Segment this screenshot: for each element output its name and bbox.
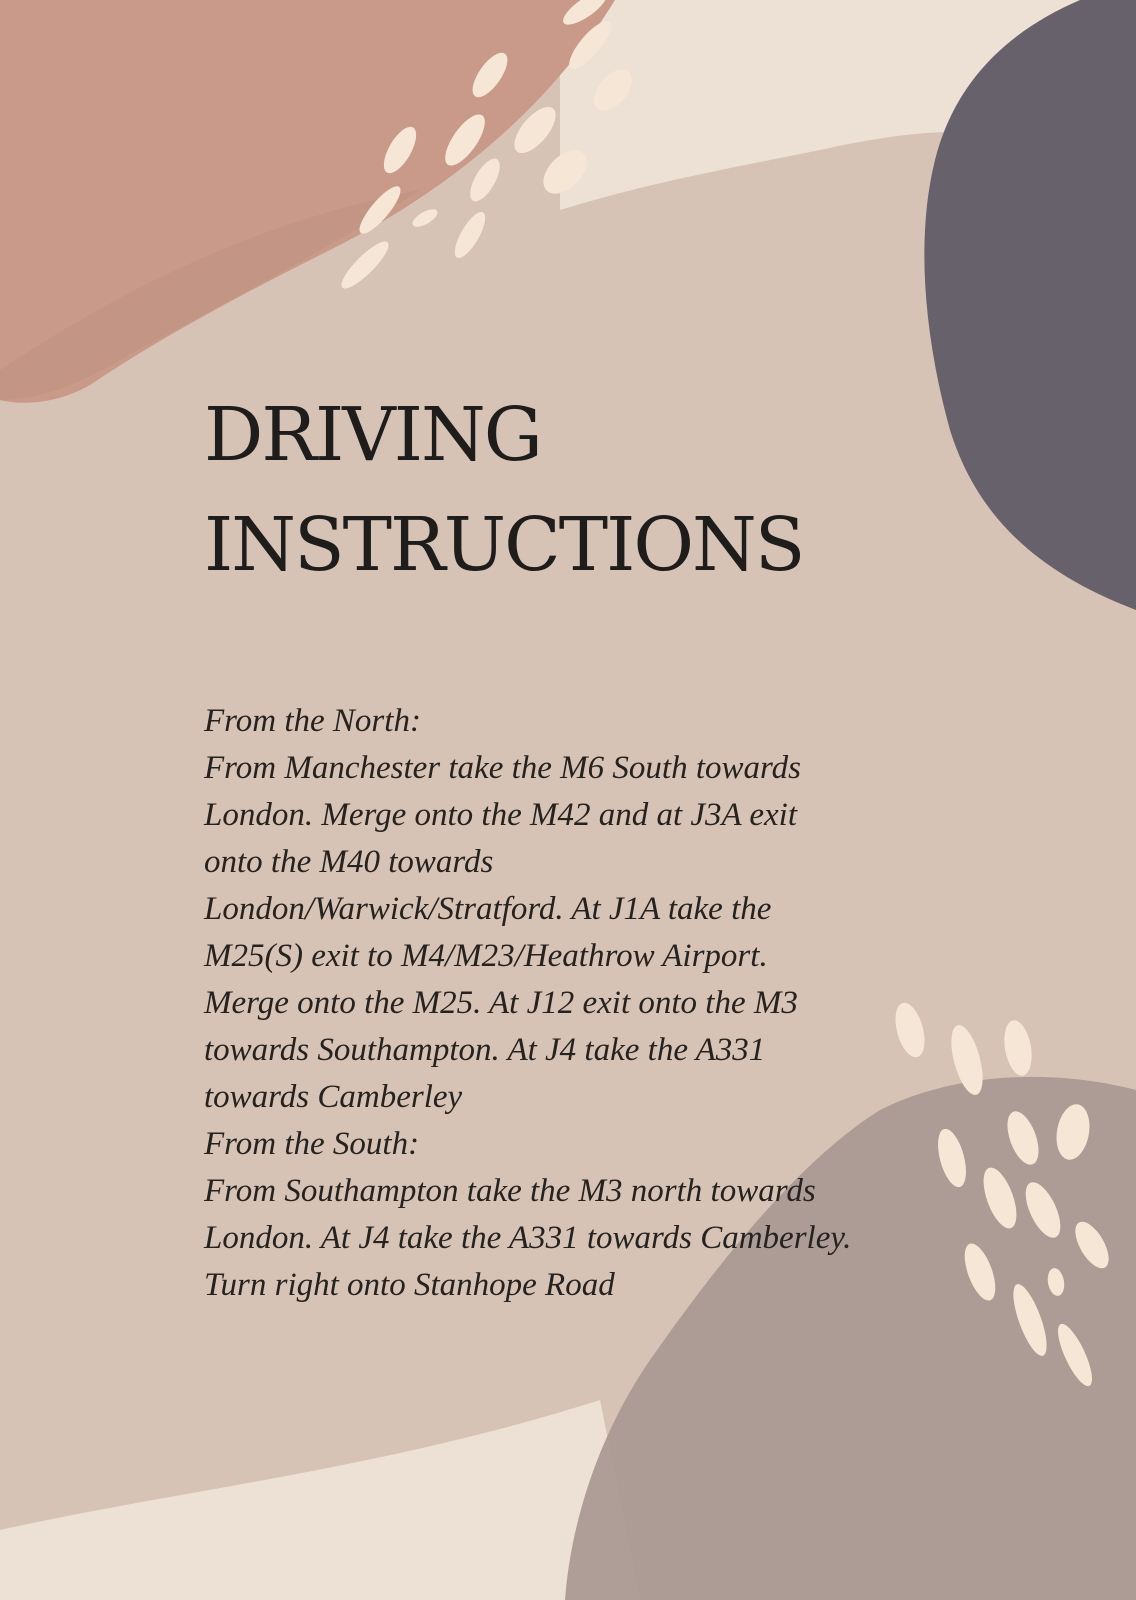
page-title: [204, 380, 904, 600]
directions-line: Merge onto the M25. At J12 exit onto the M3: [204, 985, 798, 1021]
directions-line: London. Merge onto the M42 and at J3A exit: [204, 797, 797, 833]
north-heading: From the North:: [204, 703, 421, 739]
directions-line: From Southampton take the M3 north towards: [204, 1173, 816, 1209]
directions-line: London/Warwick/Stratford. At J1A take the: [204, 891, 772, 927]
title-line-2: INSTRUCTIONS: [204, 502, 804, 588]
directions-line: onto the M40 towards: [204, 844, 494, 880]
directions-text: [204, 698, 904, 1309]
south-heading: From the South:: [204, 1126, 420, 1162]
directions-line: towards Southampton. At J4 take the A331: [204, 1032, 766, 1068]
document-content: [204, 380, 904, 1309]
directions-line: From Manchester take the M6 South towards: [204, 750, 801, 786]
directions-line: Turn right onto Stanhope Road: [204, 1267, 615, 1303]
directions-line: towards Camberley: [204, 1079, 463, 1115]
directions-line: London. At J4 take the A331 towards Camberley.: [204, 1220, 852, 1256]
title-line-1: DRIVING: [204, 392, 541, 478]
directions-line: M25(S) exit to M4/M23/Heathrow Airport.: [204, 938, 768, 974]
